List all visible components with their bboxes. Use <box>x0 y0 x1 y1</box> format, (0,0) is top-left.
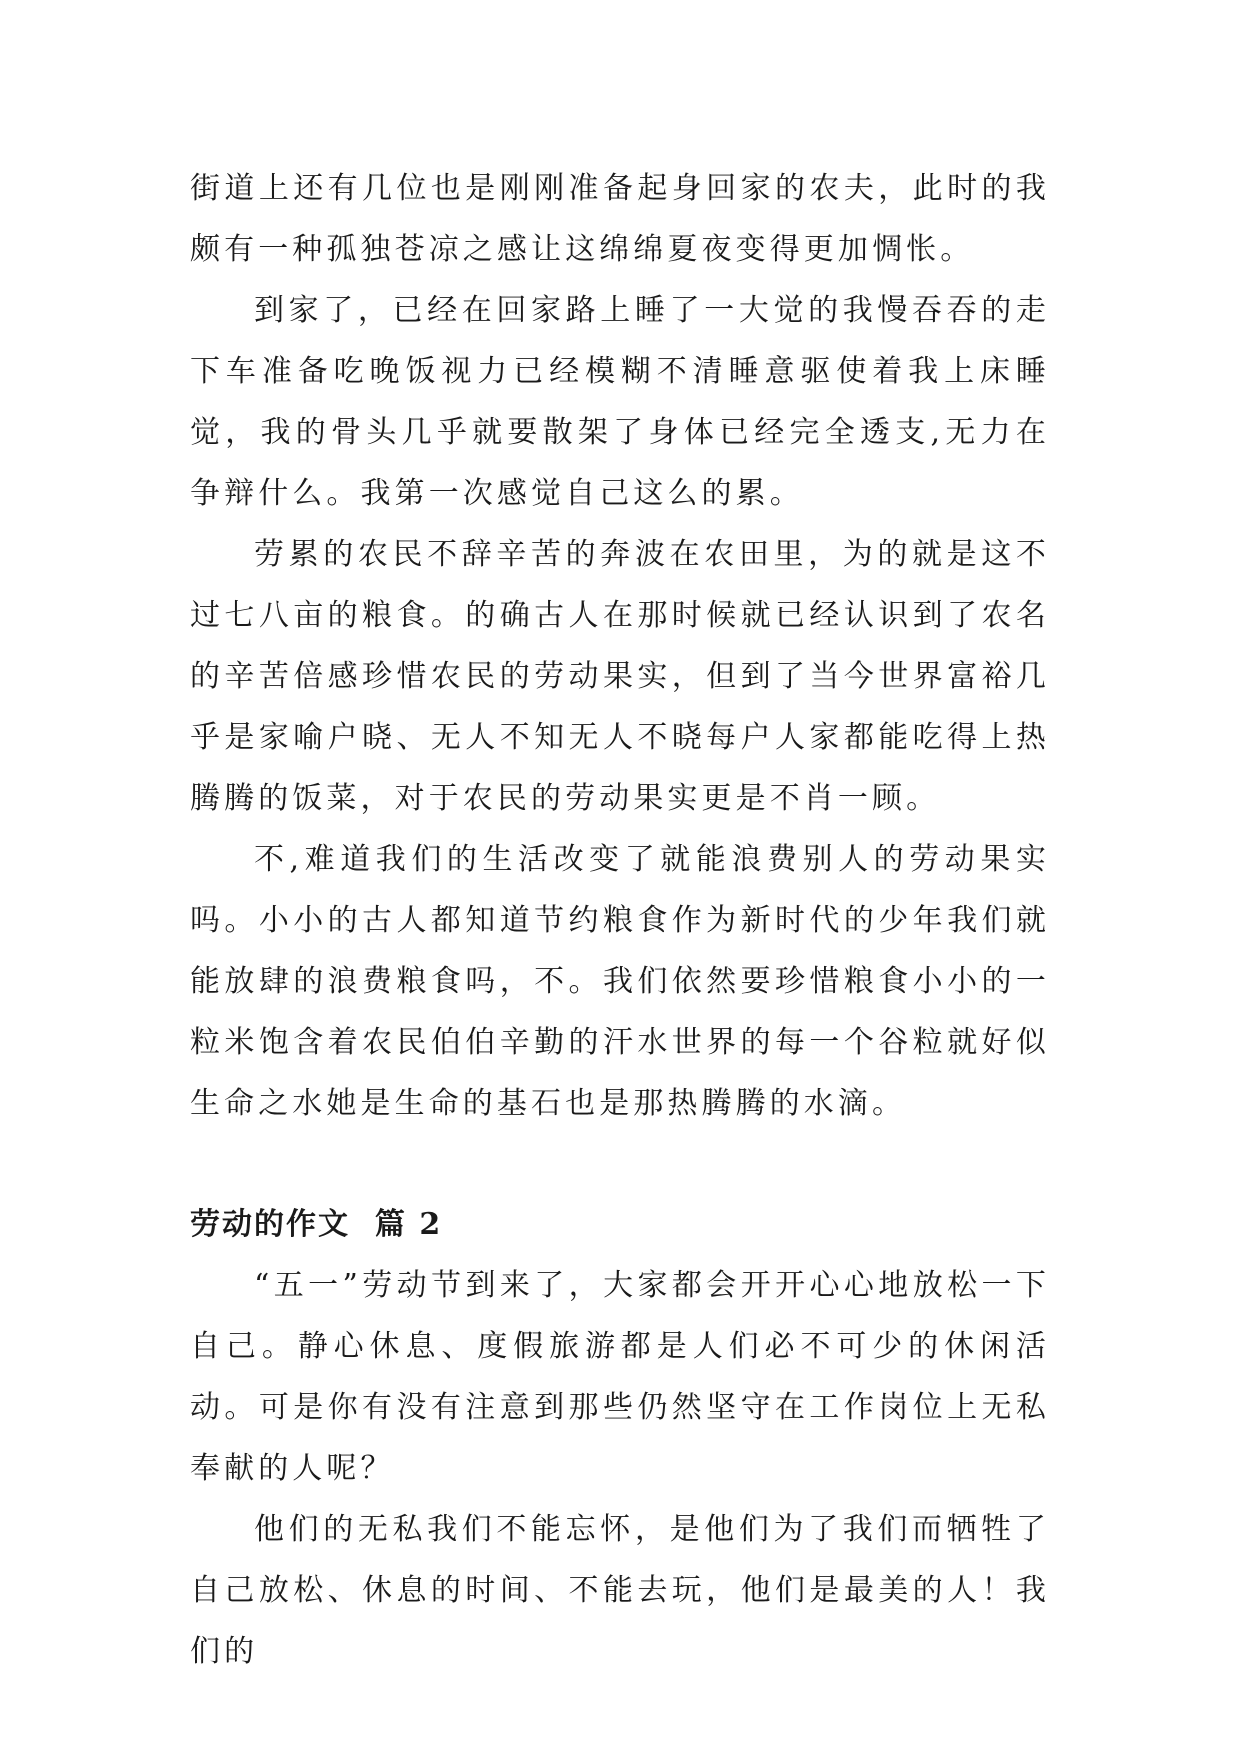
section-heading: 劳动的作文 篇 2 <box>190 1207 443 1242</box>
paragraph-farmers: 劳累的农民不辞辛苦的奔波在农田里，为的就是这不过七八亩的粮食。的确古人在那时候就已经认识到了农名的辛苦倍感珍惜农民的劳动果实，但到了当今世界富裕几乎是家喻户晓、无人不知无人不晓每户人家都能吃得上热腾腾的饭菜，对于农民的劳动果实更是不肖一顾。 <box>190 537 1050 816</box>
paragraph-selfless-workers: 他们的无私我们不能忘怀，是他们为了我们而牺牲了自己放松、休息的时间、不能去玩，他们是最美的人！我们的 <box>190 1512 1050 1669</box>
paragraph-continued: 街道上还有几位也是刚刚准备起身回家的农夫，此时的我颇有一种孤独苍凉之感让这绵绵夏夜变得更加惆怅。 <box>190 171 1050 267</box>
paragraph-labor-day: “五一”劳动节到来了，大家都会开开心心地放松一下自己。静心休息、度假旅游都是人们必不可少的休闲活动。可是你有没有注意到那些仍然坚守在工作岗位上无私奉献的人呢？ <box>190 1268 1050 1486</box>
paragraph-arrive-home: 到家了，已经在回家路上睡了一大觉的我慢吞吞的走下车准备吃晚饭视力已经模糊不清睡意驱使着我上床睡觉，我的骨头几乎就要散架了身体已经完全透支,无力在争辩什么。我第一次感觉自己这么的累。 <box>190 293 1050 511</box>
paragraph-cherish-food: 不,难道我们的生活改变了就能浪费别人的劳动果实吗。小小的古人都知道节约粮食作为新时代的少年我们就能放肆的浪费粮食吗，不。我们依然要珍惜粮食小小的一粒米饱含着农民伯伯辛勤的汗水世界的每一个谷粒就好似生命之水她是生命的基石也是那热腾腾的水滴。 <box>190 842 1050 1121</box>
document-page <box>190 158 1050 1682</box>
